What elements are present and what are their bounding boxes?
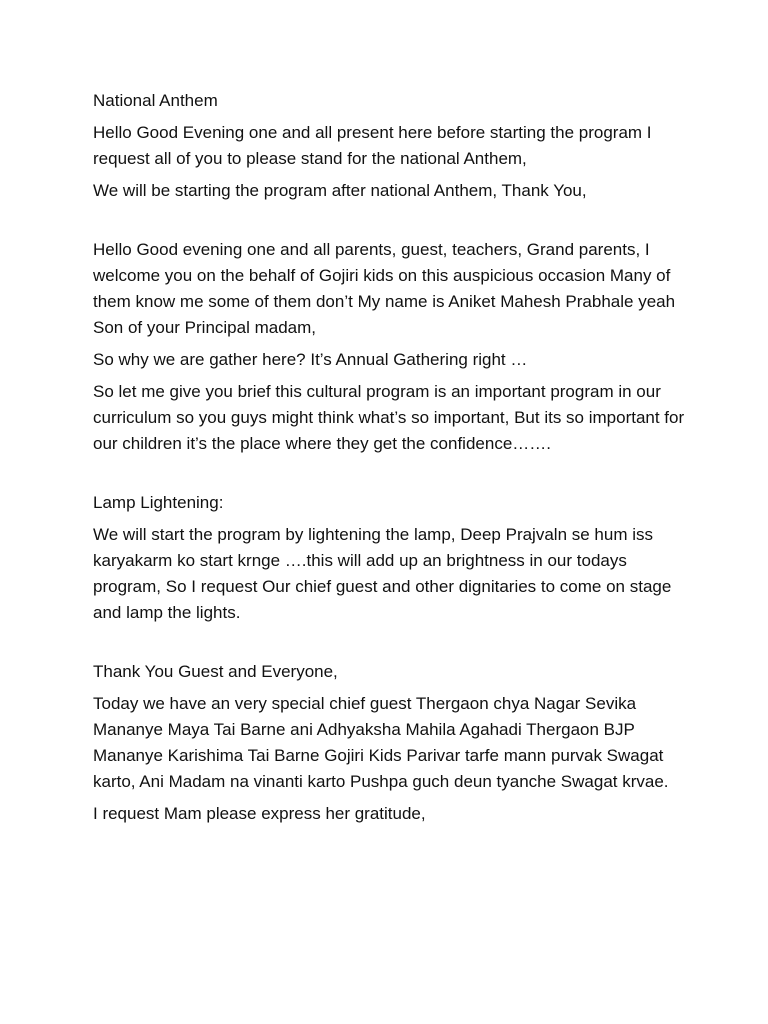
- paragraph-brief: So let me give you brief this cultural program is an important program in our curriculum so you guys might think what’s so important, But its so important for our children it’s the place where they get the confidence…….: [93, 382, 685, 453]
- paragraph-anthem-after: We will be starting the program after national Anthem, Thank You,: [93, 181, 587, 200]
- document-body: [93, 88, 693, 827]
- heading-national-anthem: National Anthem: [93, 91, 218, 110]
- paragraph-anthem-intro: Hello Good Evening one and all present here before starting the program I request all of you to please stand for the national Anthem,: [93, 123, 652, 168]
- heading-lamp-lightening: Lamp Lightening:: [93, 493, 224, 512]
- paragraph-why-gather: So why we are gather here? It’s Annual Gathering right …: [93, 350, 528, 369]
- paragraph-gratitude: I request Mam please express her gratitude,: [93, 804, 426, 823]
- paragraph-lamp-text: We will start the program by lightening the lamp, Deep Prajvaln se hum iss karyakarm ko start krnge ….this will add up an brightness in our todays program, So I request Our chief guest and other dignitaries to come on stage and lamp the lights.: [93, 525, 672, 622]
- paragraph-chief-guest: Today we have an very special chief guest Thergaon chya Nagar Sevika Mananye Maya Tai Barne ani Adhyaksha Mahila Agahadi Thergaon BJP Mananye Karishima Tai Barne Gojiri Kids Parivar tarfe mann purvak Swagat karto, Ani Madam na vinanti karto Pushpa guch deun tyanche Swagat krvae.: [93, 694, 669, 791]
- paragraph-welcome: Hello Good evening one and all parents, guest, teachers, Grand parents, I welcome you on the behalf of Gojiri kids on this auspicious occasion Many of them know me some of them don’t My name is Aniket Mahesh Prabhale yeah Son of your Principal madam,: [93, 240, 676, 337]
- paragraph-thanks-guest: Thank You Guest and Everyone,: [93, 662, 338, 681]
